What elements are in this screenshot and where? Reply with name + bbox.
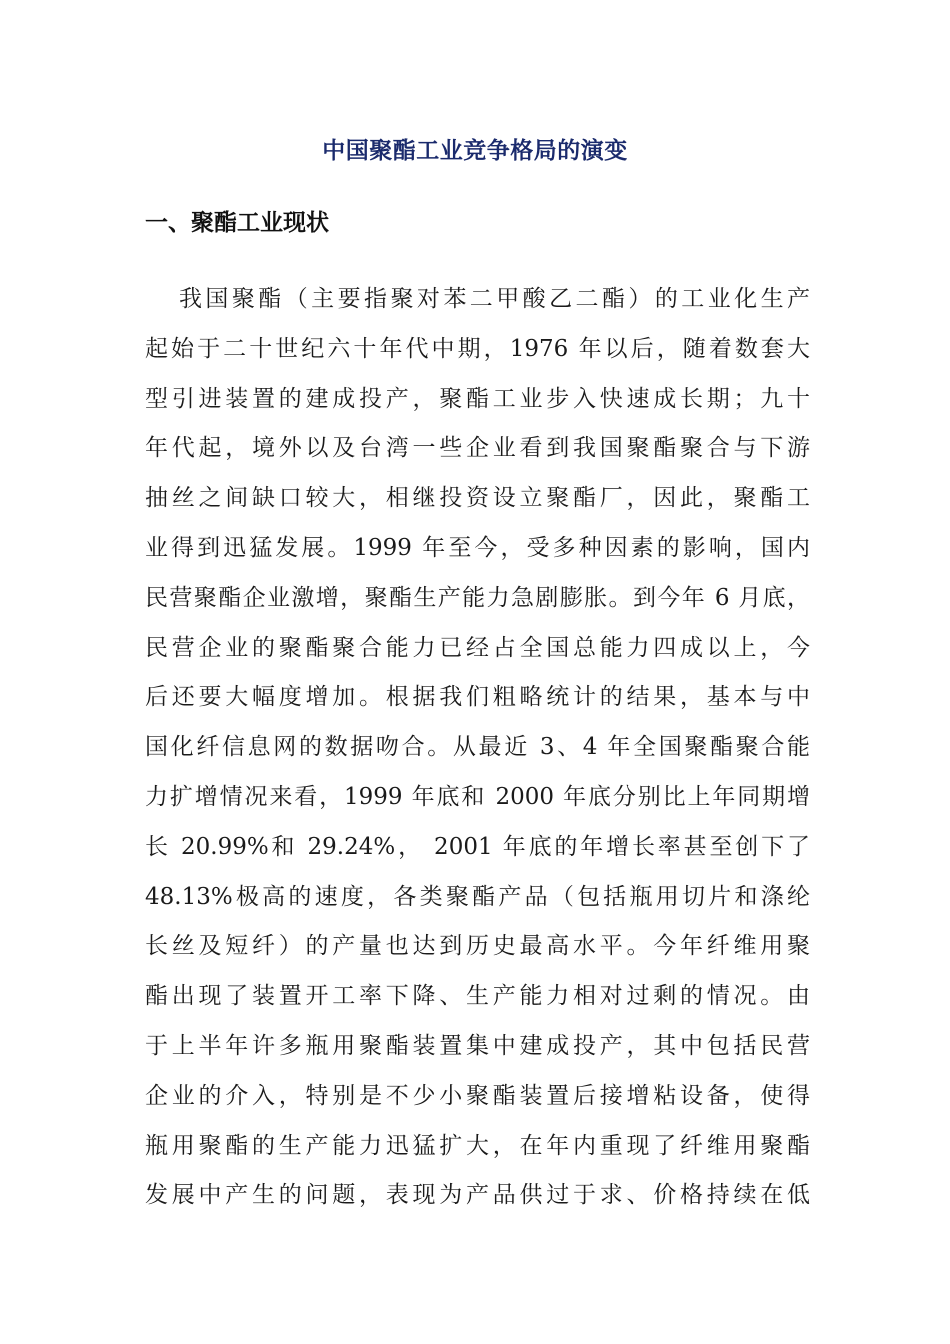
paragraph-line: 年代起，境外以及台湾一些企业看到我国聚酯聚合与下游 — [145, 435, 810, 462]
paragraph-line: 力扩增情况来看，1999 年底和 2000 年底分别比上年同期增 — [145, 783, 810, 810]
paragraph-line: 长 20.99%和 29.24%， 2001 年底的年增长率甚至创下了 — [145, 833, 810, 860]
paragraph-line: 国化纤信息网的数据吻合。从最近 3、4 年全国聚酯聚合能 — [145, 734, 810, 761]
paragraph-line: 民营聚酯企业激增，聚酯生产能力急剧膨胀。到今年 6 月底， — [145, 584, 810, 611]
paragraph-line: 业得到迅猛发展。1999 年至今，受多种因素的影响，国内 — [145, 534, 810, 561]
paragraph-line: 民营企业的聚酯聚合能力已经占全国总能力四成以上，今 — [145, 634, 810, 661]
paragraph-line: 起始于二十世纪六十年代中期，1976 年以后，随着数套大 — [145, 335, 810, 362]
paragraph-line: 发展中产生的问题，表现为产品供过于求、价格持续在低 — [145, 1182, 810, 1209]
document-title: 中国聚酯工业竞争格局的演变 — [322, 138, 628, 164]
paragraph-line: 抽丝之间缺口较大，相继投资设立聚酯厂，因此，聚酯工 — [145, 485, 810, 512]
paragraph-line: 型引进装置的建成投产，聚酯工业步入快速成长期；九十 — [145, 385, 810, 412]
body-paragraph — [145, 275, 810, 1221]
paragraph-line: 于上半年许多瓶用聚酯装置集中建成投产，其中包括民营 — [145, 1032, 810, 1059]
paragraph-line: 48.13%极高的速度，各类聚酯产品（包括瓶用切片和涤纶 — [145, 883, 810, 910]
paragraph-line: 长丝及短纤）的产量也达到历史最高水平。今年纤维用聚 — [145, 933, 810, 960]
paragraph-line: 瓶用聚酯的生产能力迅猛扩大，在年内重现了纤维用聚酯 — [145, 1132, 810, 1159]
paragraph-line: 企业的介入，特别是不少小聚酯装置后接增粘设备，使得 — [145, 1082, 810, 1109]
paragraph-line: 我国聚酯（主要指聚对苯二甲酸乙二酯）的工业化生产 — [179, 286, 810, 312]
section-heading: 一、聚酯工业现状 — [145, 210, 329, 236]
paragraph-line: 酯出现了装置开工率下降、生产能力相对过剩的情况。由 — [145, 983, 810, 1010]
paragraph-line: 后还要大幅度增加。根据我们粗略统计的结果，基本与中 — [145, 684, 810, 711]
